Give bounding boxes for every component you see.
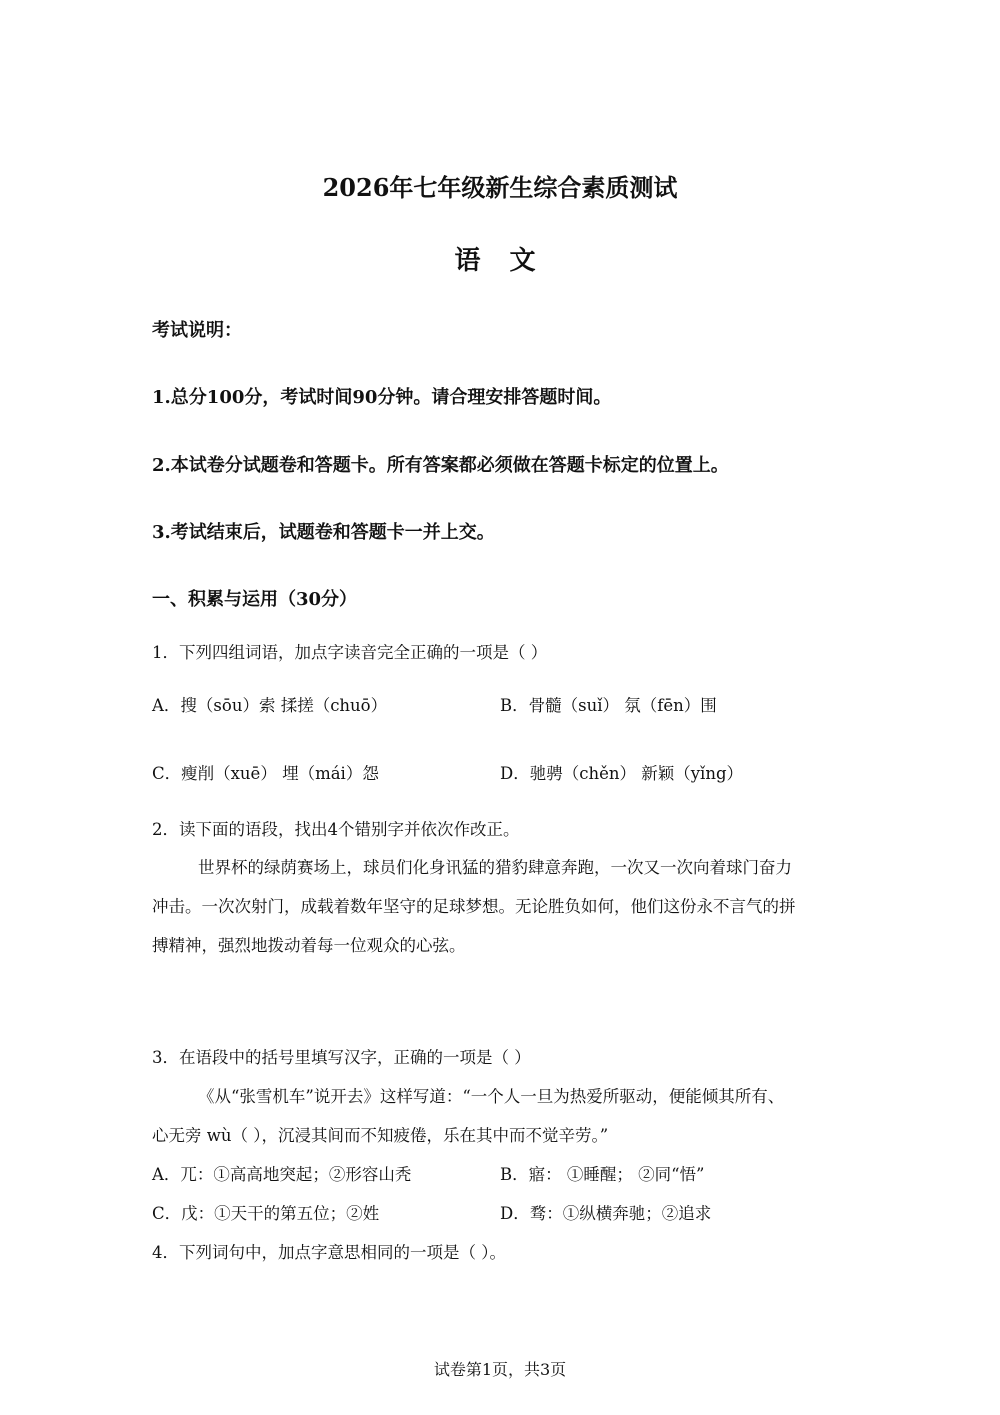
question-2-stem: 2．读下面的语段，找出4个错别字并依次作改正。 <box>152 820 520 839</box>
question-1-option-a: A．搜（sōu）索 揉搓（chuō） <box>152 696 388 715</box>
instructions-heading: 考试说明： <box>152 320 242 341</box>
passage-line: 世界杯的绿荫赛场上，球员们化身讯猛的猎豹肆意奔跑，一次又一次向着球门奋力 <box>198 858 792 877</box>
instruction-item-2: 2.本试卷分试题卷和答题卡。所有答案都必须做在答题卡标定的位置上。 <box>152 455 729 476</box>
question-1-option-d: D．驰骋（chěn） 新颖（yǐng） <box>500 764 744 783</box>
passage-line: 《从“张雪机车”说开去》这样写道：“一个人一旦为热爱所驱动，便能倾其所有、 <box>198 1087 785 1106</box>
page-footer: 试卷第1页，共3页 <box>433 1360 567 1379</box>
question-3-option-a: A．兀：①高高地突起；②形容山秃 <box>152 1165 412 1184</box>
passage-line: 冲击。一次次射门，成载着数年坚守的足球梦想。无论胜负如何，他们这份永不言气的拼 <box>152 897 796 916</box>
instruction-item-1: 1.总分100分，考试时间90分钟。请合理安排答题时间。 <box>152 387 612 408</box>
subject-title: 语 文 <box>454 246 546 276</box>
question-1-stem: 1．下列四组词语，加点字读音完全正确的一项是（ ） <box>152 643 548 662</box>
question-3-stem: 3．在语段中的括号里填写汉字，正确的一项是（ ） <box>152 1048 531 1067</box>
passage-line: 心无旁 wù（ ），沉浸其间而不知疲倦，乐在其中而不觉辛劳。” <box>152 1126 609 1145</box>
question-3-option-c: C．戊：①天干的第五位；②姓 <box>152 1204 380 1223</box>
question-1-option-b: B．骨髓（suǐ） 氛（fēn）围 <box>500 696 717 715</box>
question-3-option-d: D．骛：①纵横奔驰；②追求 <box>500 1204 712 1223</box>
exam-title: 2026年七年级新生综合素质测试 <box>322 173 678 202</box>
question-4-stem: 4．下列词句中，加点字意思相同的一项是（ ）。 <box>152 1243 506 1262</box>
instruction-item-3: 3.考试结束后，试题卷和答题卡一并上交。 <box>152 522 495 543</box>
passage-line: 搏精神，强烈地拨动着每一位观众的心弦。 <box>152 936 466 955</box>
question-3-option-b: B．寤： ①睡醒； ②同“悟” <box>500 1165 705 1184</box>
section-heading: 一、积累与运用（30分） <box>152 589 358 610</box>
question-1-option-c: C．瘦削（xuē） 埋（mái）怨 <box>152 764 379 783</box>
